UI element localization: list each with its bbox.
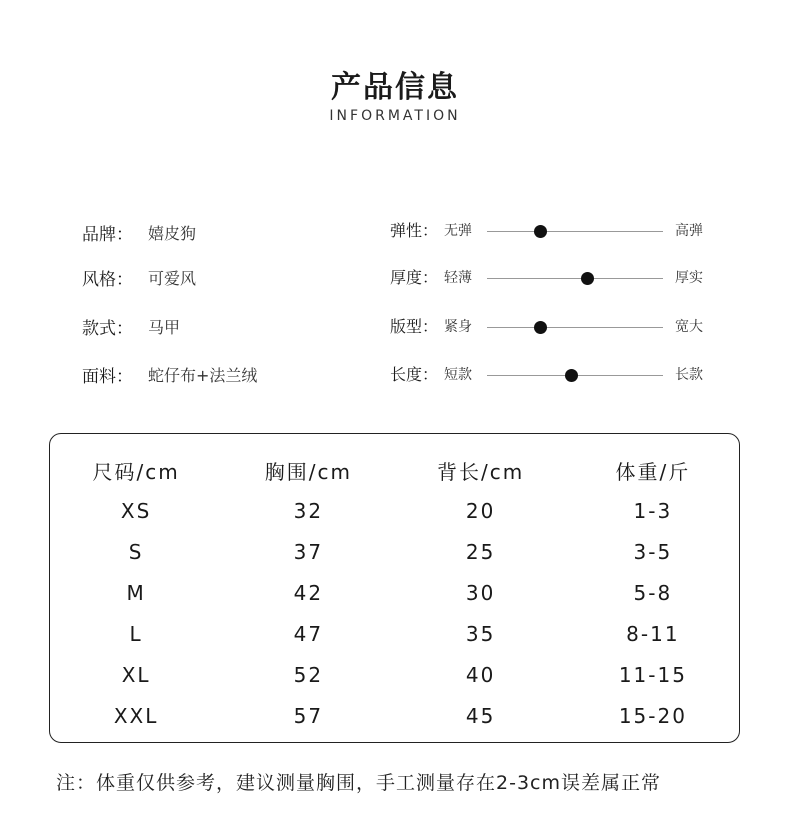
table-cell: 40: [465, 662, 496, 687]
size-chart: [49, 433, 740, 743]
scale-indicator-dot: [534, 321, 547, 334]
info-value: 嬉皮狗: [148, 223, 197, 243]
table-cell: 30: [465, 580, 496, 605]
scale-min-label: 无弹: [444, 223, 472, 239]
page-subtitle: INFORMATION: [329, 108, 461, 124]
scale-track: [487, 375, 663, 376]
table-cell: L: [129, 621, 143, 646]
column-header-size: 尺码/cm: [92, 459, 180, 484]
table-cell: 20: [465, 498, 496, 523]
scale-track: [487, 231, 663, 232]
scale-track: [487, 278, 663, 279]
table-cell: 32: [293, 498, 324, 523]
page-title: 产品信息: [331, 70, 459, 105]
info-row-brand: [82, 220, 196, 244]
info-value: 马甲: [148, 317, 181, 337]
table-cell: 37: [293, 539, 324, 564]
table-cell: 45: [465, 703, 496, 728]
table-row: [50, 490, 739, 531]
info-label: 面料：: [82, 366, 133, 387]
table-header-row: [50, 450, 739, 490]
table-cell: 25: [465, 539, 496, 564]
table-cell: 42: [293, 580, 324, 605]
info-row-type: [82, 314, 180, 338]
scale-fit: [390, 315, 720, 339]
scale-min-label: 短款: [444, 367, 472, 383]
table-cell: S: [128, 539, 144, 564]
table-cell: 3-5: [633, 539, 673, 564]
table-row: [50, 695, 739, 736]
table-cell: 8-11: [626, 621, 680, 646]
scale-min-label: 轻薄: [444, 270, 472, 286]
table-cell: XS: [120, 498, 152, 523]
measurement-note: 注：体重仅供参考，建议测量胸围，手工测量存在2-3cm误差属正常: [56, 772, 661, 794]
table-row: [50, 613, 739, 654]
scale-length: [390, 363, 720, 387]
scale-min-label: 紧身: [444, 319, 472, 335]
table-cell: 52: [293, 662, 324, 687]
info-label: 品牌：: [82, 224, 133, 245]
table-cell: 35: [465, 621, 496, 646]
scale-indicator-dot: [581, 272, 594, 285]
scale-track: [487, 327, 663, 328]
info-value: 可爱风: [148, 268, 197, 288]
info-label: 风格：: [82, 269, 133, 290]
column-header-chest: 胸围/cm: [264, 459, 352, 484]
table-cell: M: [126, 580, 146, 605]
scale-max-label: 长款: [675, 367, 703, 383]
scale-max-label: 高弹: [675, 223, 703, 239]
table-row: [50, 572, 739, 613]
scale-label: 弹性：: [390, 221, 439, 240]
table-cell: 15-20: [618, 703, 687, 728]
table-cell: 11-15: [618, 662, 687, 687]
table-row: [50, 531, 739, 572]
scale-label: 厚度：: [390, 268, 439, 287]
column-header-weight: 体重/斤: [615, 459, 691, 484]
column-header-back-length: 背长/cm: [437, 459, 525, 484]
scale-max-label: 宽大: [675, 319, 703, 335]
table-cell: XXL: [113, 703, 159, 728]
size-table: [50, 450, 739, 736]
table-cell: 57: [293, 703, 324, 728]
scale-label: 版型：: [390, 317, 439, 336]
table-cell: 47: [293, 621, 324, 646]
scale-label: 长度：: [390, 365, 439, 384]
table-cell: XL: [121, 662, 151, 687]
info-row-style: [82, 265, 196, 289]
info-row-fabric: [82, 362, 257, 386]
scale-indicator-dot: [565, 369, 578, 382]
scale-max-label: 厚实: [675, 270, 703, 286]
scale-indicator-dot: [534, 225, 547, 238]
info-value: 蛇仔布+法兰绒: [148, 365, 258, 385]
table-cell: 1-3: [633, 498, 673, 523]
table-cell: 5-8: [633, 580, 673, 605]
info-label: 款式：: [82, 318, 133, 339]
scale-thickness: [390, 266, 720, 290]
scale-elasticity: [390, 219, 720, 243]
table-row: [50, 654, 739, 695]
